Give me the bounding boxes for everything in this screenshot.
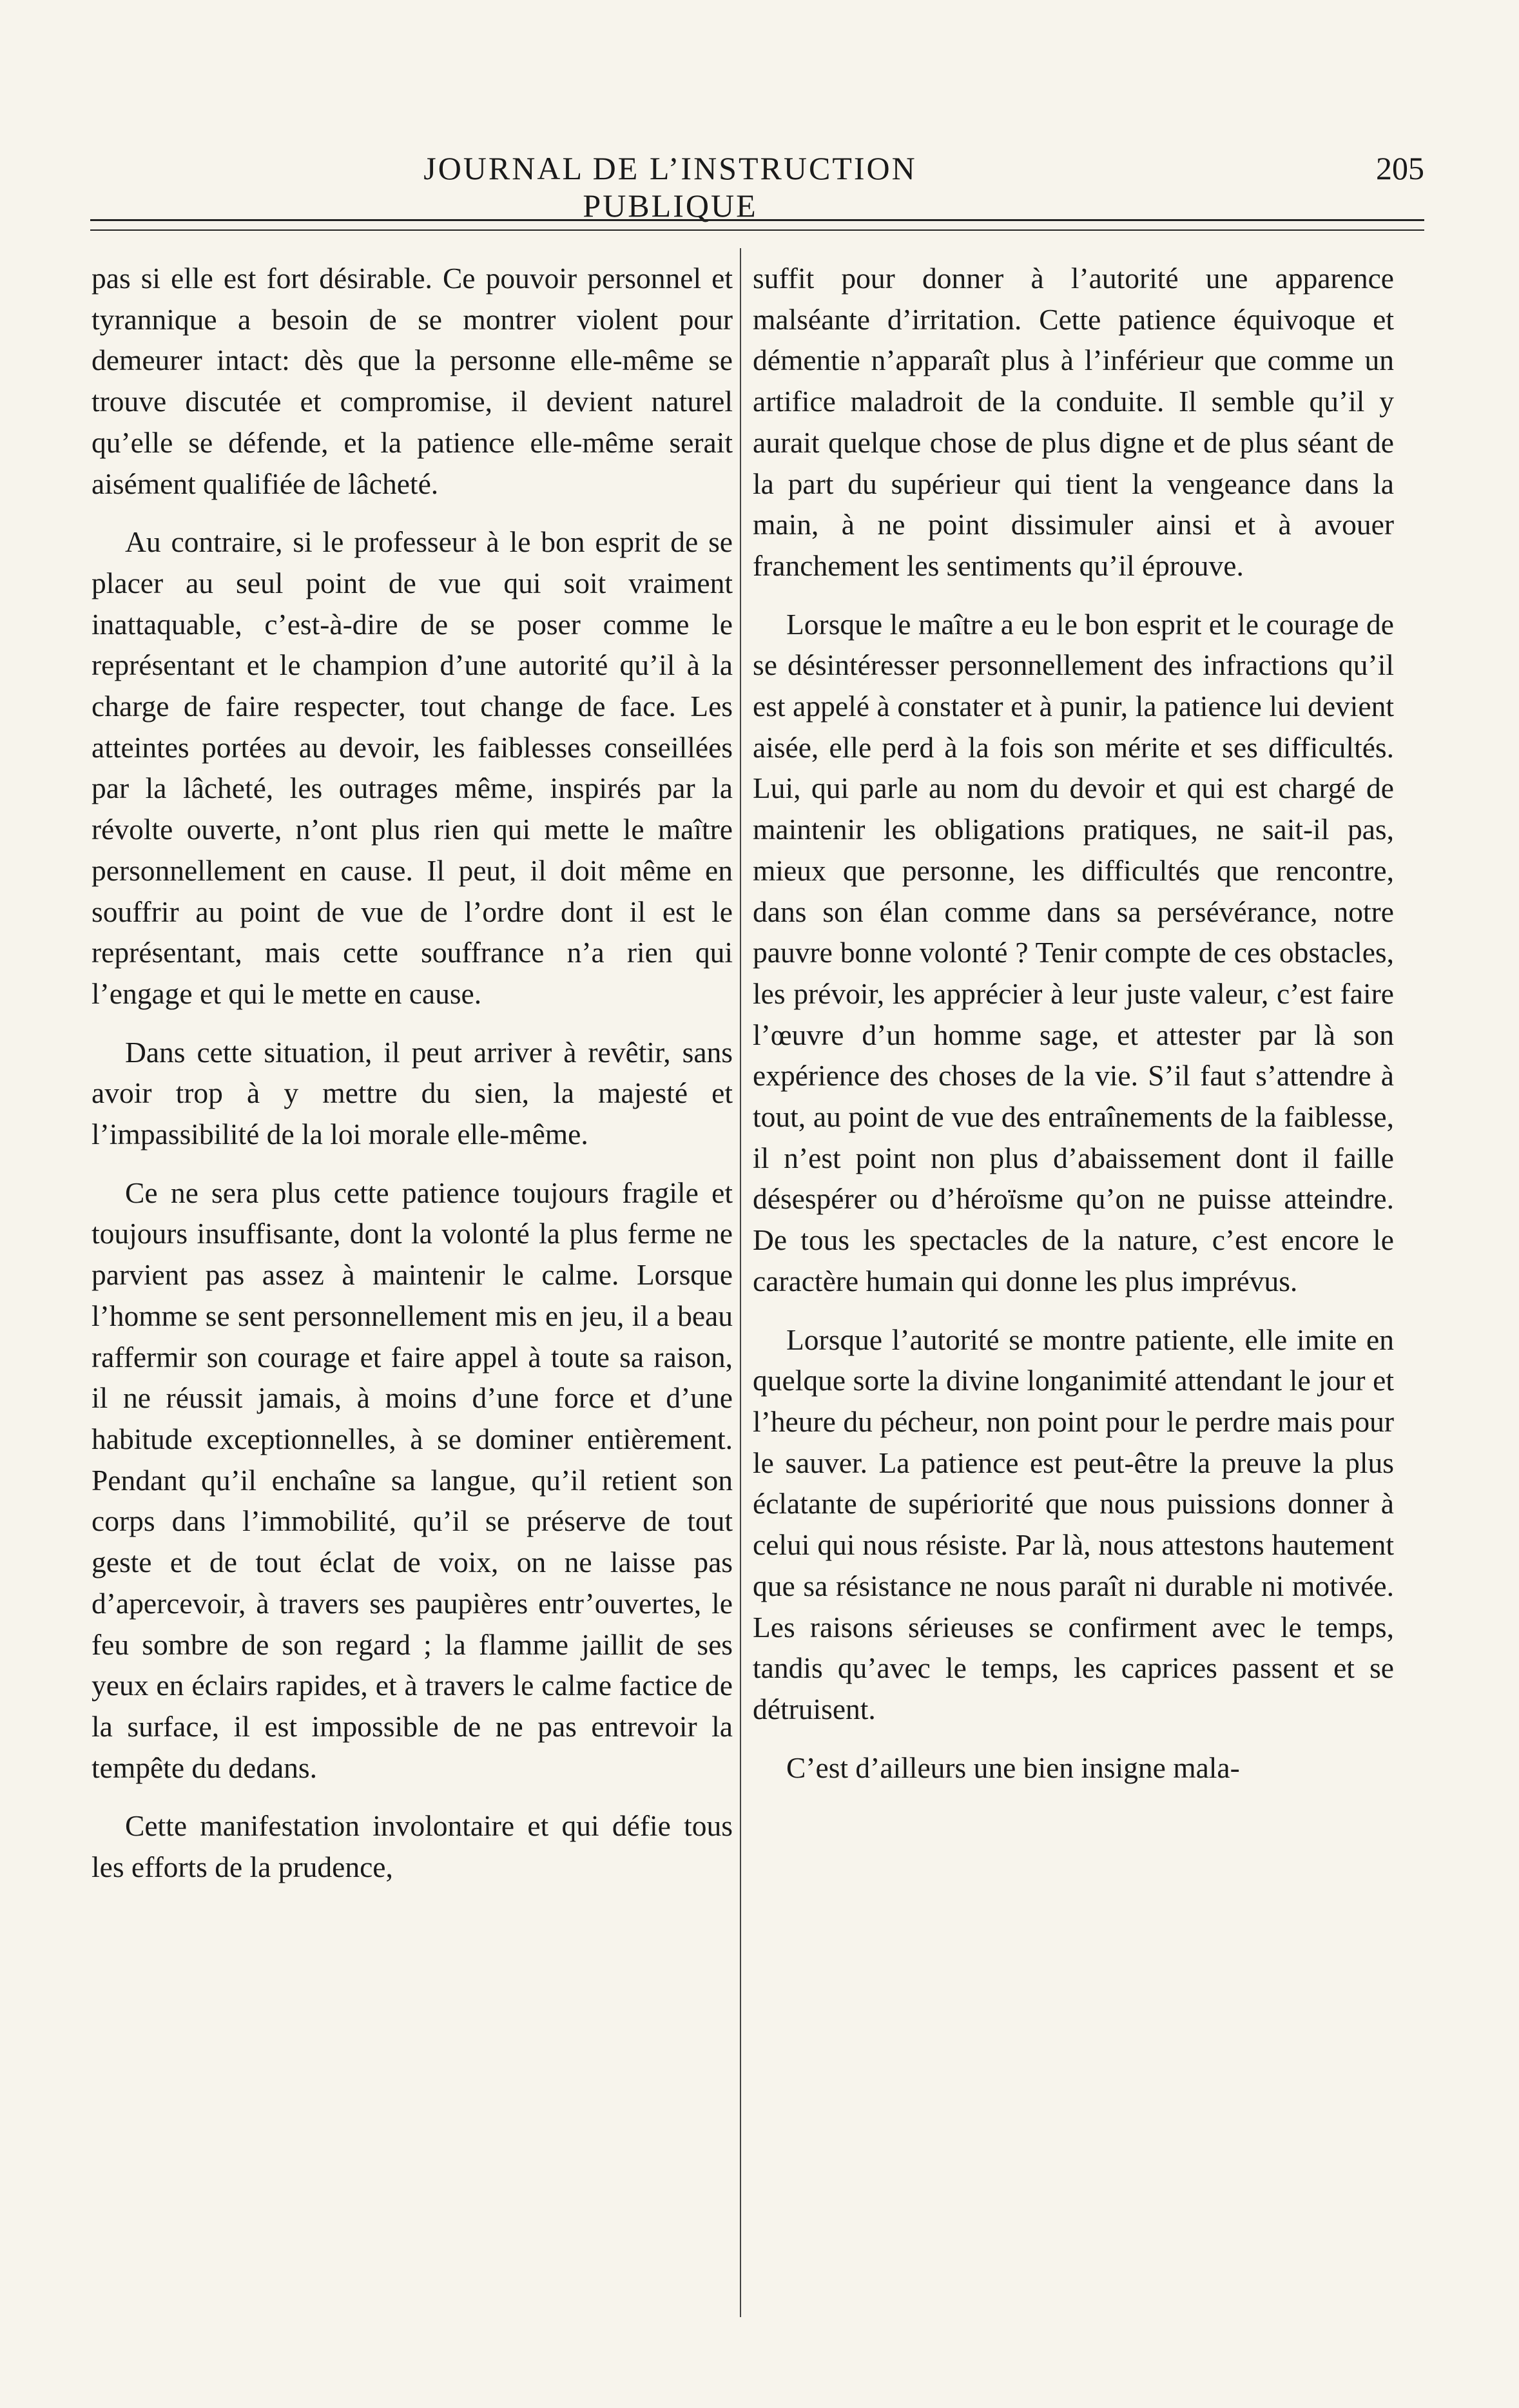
right-paragraph-3: Lorsque l’autorité se montre patiente, elle imite en quelque sorte la divine longanimité attendant le jour et l’heure du pécheur, non point pour le perdre mais pour le sauver. La patience est peut-être la preuve la plus éclatante de supériorité que nous puissions donner à celui qui nous résiste. Par là, nous attestons hautement que sa résistance ne nous paraît ni durable ni motivée. Les raisons sérieuses se confirment avec le temps, tandis qu’avec le temps, les caprices passent et se détruisent. <box>753 1323 1394 1725</box>
page-number: 205 <box>1376 150 1424 186</box>
header-rule-bottom <box>90 229 1424 231</box>
right-paragraph-1: suffit pour donner à l’autorité une apparence malséante d’irritation. Cette patience équivoque et démentie n’apparaît plus à l’inférieur que comme un artifice maladroit de la conduite. Il semble qu’il y aurait quelque chose de plus digne et de plus séant de la part du supérieur qui tient la vengeance dans la main, à ne point dissimuler ainsi et à avouer franchement les sentiments qu’il éprouve. <box>753 262 1394 582</box>
left-paragraph-3: Dans cette situation, il peut arriver à revêtir, sans avoir trop à y mettre du sien, la majesté et l’impassibilité de la loi morale elle-même. <box>92 1035 733 1151</box>
running-title: JOURNAL DE L’INSTRUCTION PUBLIQUE <box>423 150 917 224</box>
right-paragraph-2: Lorsque le maître a eu le bon esprit et le courage de se désintéresser personnellement des infractions qu’il est appelé à constater et à punir, la patience lui devient aisée, elle perd à la fois son mérite et ses difficultés. Lui, qui parle au nom du devoir et qui est chargé de maintenir les obligations pratiques, ne sait-il pas, mieux que personne, les difficultés que rencontre, dans son élan comme dans sa persévérance, notre pauvre bonne volonté ? Tenir compte de ces obstacles, les prévoir, les apprécier à leur juste valeur, c’est faire l’œuvre d’un homme sage, et attester par là son expérience des choses de la vie. S’il faut s’attendre à tout, au point de vue des entraînements de la faiblesse, il n’est point non plus d’abaissement dont il faille désespérer ou d’héroïsme qu’on ne puisse atteindre. De tous les spectacles de la nature, c’est encore le caractère humain qui donne les plus imprévus. <box>753 607 1394 1297</box>
left-paragraph-5: Cette manifestation involontaire et qui défie tous les efforts de la prudence, <box>92 1809 733 1884</box>
left-paragraph-2: Au contraire, si le professeur à le bon esprit de se placer au seul point de vue qui soit vraiment inattaquable, c’est-à-dire de se poser comme le représentant et le champion d’une autorité qu’il à la charge de faire respecter, tout change de face. Les atteintes portées au devoir, les faiblesses conseillées par la lâcheté, les outrages même, inspirés par la révolte ouverte, n’ont plus rien qui mette le maître personnellement en cause. Il peut, il doit même en souffrir au point de vue de l’ordre dont il est le représentant, mais cette souffrance n’a rien qui l’engage et qui le mette en cause. <box>92 525 733 1010</box>
left-paragraph-1: pas si elle est fort désirable. Ce pouvoir personnel et tyrannique a besoin de se montrer violent pour demeurer intact: dès que la personne elle-même se trouve discutée et compromise, il devient naturel qu’elle se défende, et la patience elle-même serait aisément qualifiée de lâcheté. <box>92 262 733 500</box>
page-header <box>84 150 1424 224</box>
left-column <box>92 258 733 1905</box>
left-paragraph-4: Ce ne sera plus cette patience toujours fragile et toujours insuffisante, dont la volonté la plus ferme ne parvient pas assez à maintenir le calme. Lorsque l’homme se sent personnellement mis en jeu, il a beau raffermir son courage et faire appel à toute sa raison, il ne réussit jamais, à moins d’une force et d’une habitude exceptionnelles, à se dominer entièrement. Pendant qu’il enchaîne sa langue, qu’il retient son corps dans l’immobilité, qu’il se préserve de tout geste et de tout éclat de voix, on ne laisse pas d’apercevoir, à travers ses paupières entr’ouvertes, le feu sombre de son regard ; la flamme jaillit de ses yeux en éclairs rapides, et à travers le calme factice de la surface, il est impossible de ne pas entrevoir la tempête du dedans. <box>92 1176 733 1784</box>
column-divider <box>740 248 741 2317</box>
header-rule-top <box>90 219 1424 221</box>
right-column <box>753 258 1394 1805</box>
right-paragraph-4: C’est d’ailleurs une bien insigne mala- <box>786 1751 1240 1784</box>
